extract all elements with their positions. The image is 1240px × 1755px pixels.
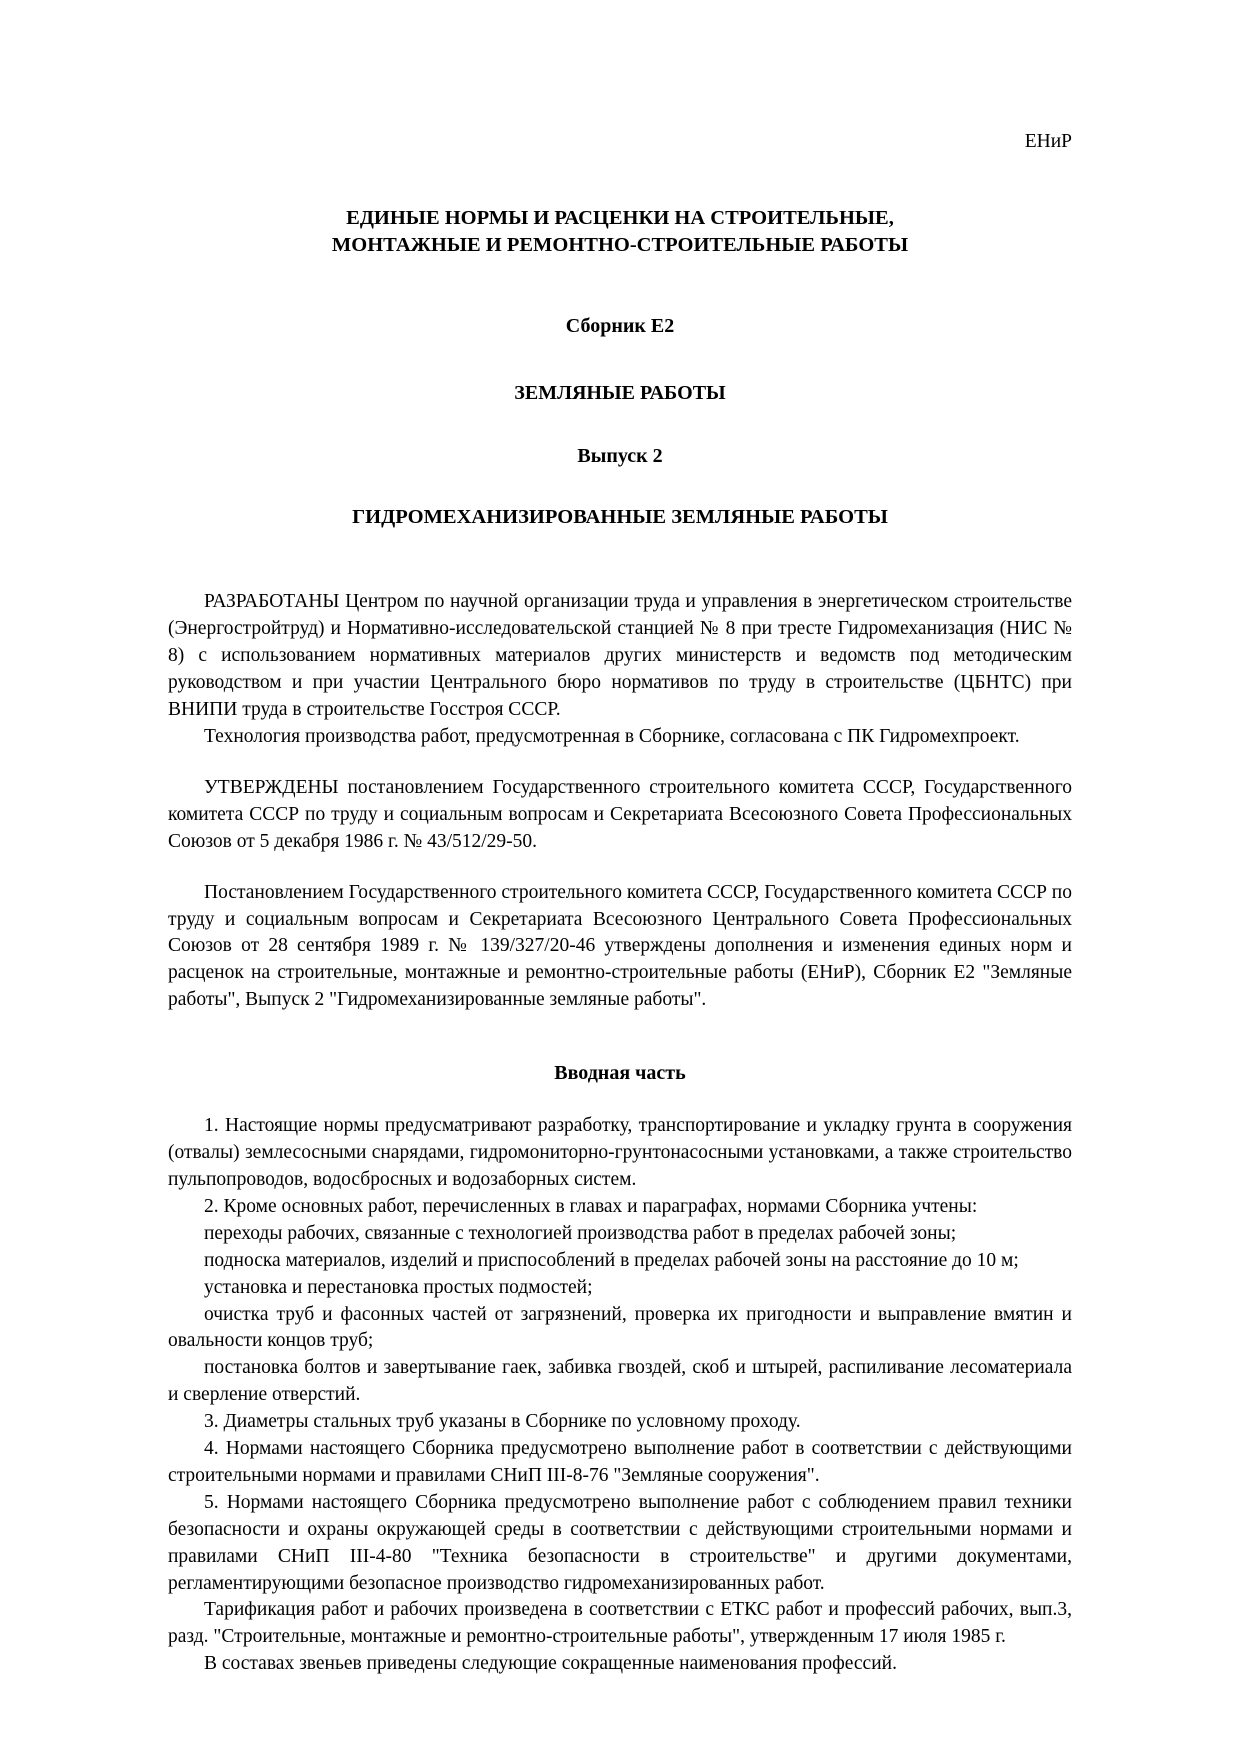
intro-list-item: подноска материалов, изделий и приспособлений в пределах рабочей зоны на расстояние до 10 м; xyxy=(204,1249,1019,1271)
intro-list-item: переходы рабочих, связанные с технологией производства работ в пределах рабочей зоны; xyxy=(204,1222,957,1244)
paragraph-developed: РАЗРАБОТАНЫ Центром по научной организации труда и управления в энергетическом строительстве (Энергостройтруд) и Нормативно-исследовательской станцией № 8 при тресте Гидромеханизация (НИС № 8) с использованием нормативных материалов других министерств и ведомств под методическим руководством и при участии Центрального бюро нормативов по труду в строительстве (ЦБНТС) при ВНИПИ труда в строительстве Госстроя СССР. xyxy=(168,591,1072,721)
document-title-line-1: ЕДИНЫЕ НОРМЫ И РАСЦЕНКИ НА СТРОИТЕЛЬНЫЕ, xyxy=(346,207,894,230)
preamble-block xyxy=(168,589,1072,1014)
intro-paragraph-2: 2. Кроме основных работ, перечисленных в главах и параграфах, нормами Сборника учтены: xyxy=(204,1195,978,1217)
intro-paragraph-6: Тарификация работ и рабочих произведена в соответствии с ЕТКС работ и профессий рабочих, вып.3, разд. "Строительные, монтажные и ремонтно-строительные работы", утвержденным 17 июля 1985 г. xyxy=(168,1599,1072,1648)
paragraph-technology: Технология производства работ, предусмотренная в Сборнике, согласована с ПК Гидромехпроект. xyxy=(204,726,1020,748)
section-label: ЗЕМЛЯНЫЕ РАБОТЫ xyxy=(514,382,726,405)
document-title-line-2: МОНТАЖНЫЕ И РЕМОНТНО-СТРОИТЕЛЬНЫЕ РАБОТЫ xyxy=(331,234,909,257)
collection-label: Сборник Е2 xyxy=(565,315,675,338)
intro-paragraph-3: 3. Диаметры стальных труб указаны в Сборнике по условному проходу. xyxy=(204,1411,801,1433)
intro-block xyxy=(168,1113,1072,1678)
intro-paragraph-5: 5. Нормами настоящего Сборника предусмотрено выполнение работ с соблюдением правил техники безопасности и охраны окружающей среды в соответствии с действующими строительными нормами и правилами СНиП III-4-80 "Техника безопасности в строительстве" и другими документами, регламентирующими безопасное производство гидромеханизированных работ. xyxy=(168,1491,1072,1594)
intro-list-item: очистка труб и фасонных частей от загрязнений, проверка их пригодности и выправление вмятин и овальности концов труб; xyxy=(168,1303,1072,1352)
intro-list-item: установка и перестановка простых подмостей; xyxy=(204,1276,593,1298)
intro-paragraph-4: 4. Нормами настоящего Сборника предусмотрено выполнение работ в соответствии с действующими строительными нормами и правилами СНиП III-8-76 "Земляные сооружения". xyxy=(168,1438,1072,1486)
issue-label: Выпуск 2 xyxy=(577,445,663,468)
intro-paragraph-1: 1. Настоящие нормы предусматривают разработку, транспортирование и укладку грунта в сооружения (отвалы) землесосными снарядами, гидромониторно-грунтонасосными установками, а также строительство пульпопроводов, водосбросных и водозаборных систем. xyxy=(168,1115,1072,1190)
document-title xyxy=(270,205,970,259)
intro-paragraph-7: В составах звеньев приведены следующие сокращенные наименования профессий. xyxy=(204,1653,897,1675)
intro-heading: Вводная часть xyxy=(554,1062,686,1085)
document-header-label: ЕНиР xyxy=(1024,131,1072,152)
paragraph-resolution: Постановлением Государственного строительного комитета СССР, Государственного комитета СССР по труду и социальным вопросам и Секретариата Всесоюзного Центрального Совета Профессиональных Союзов от 28 сентября 1989 г. № 139/327/20-46 утверждены дополнения и изменения единых норм и расценок на строительные, монтажные и ремонтно-строительные работы (ЕНиР), Сборник Е2 "Земляные работы", Выпуск 2 "Гидромеханизированные земляные работы". xyxy=(168,881,1072,1011)
paragraph-approved: УТВЕРЖДЕНЫ постановлением Государственного строительного комитета СССР, Государственного комитета СССР по труду и социальным вопросам и Секретариата Всесоюзного Совета Профессиональных Союзов от 5 декабря 1986 г. № 43/512/29-50. xyxy=(168,776,1072,852)
intro-list-item: постановка болтов и завертывание гаек, забивка гвоздей, скоб и штырей, распиливание лесоматериала и сверление отверстий. xyxy=(168,1357,1072,1406)
subject-label: ГИДРОМЕХАНИЗИРОВАННЫЕ ЗЕМЛЯНЫЕ РАБОТЫ xyxy=(352,506,888,529)
